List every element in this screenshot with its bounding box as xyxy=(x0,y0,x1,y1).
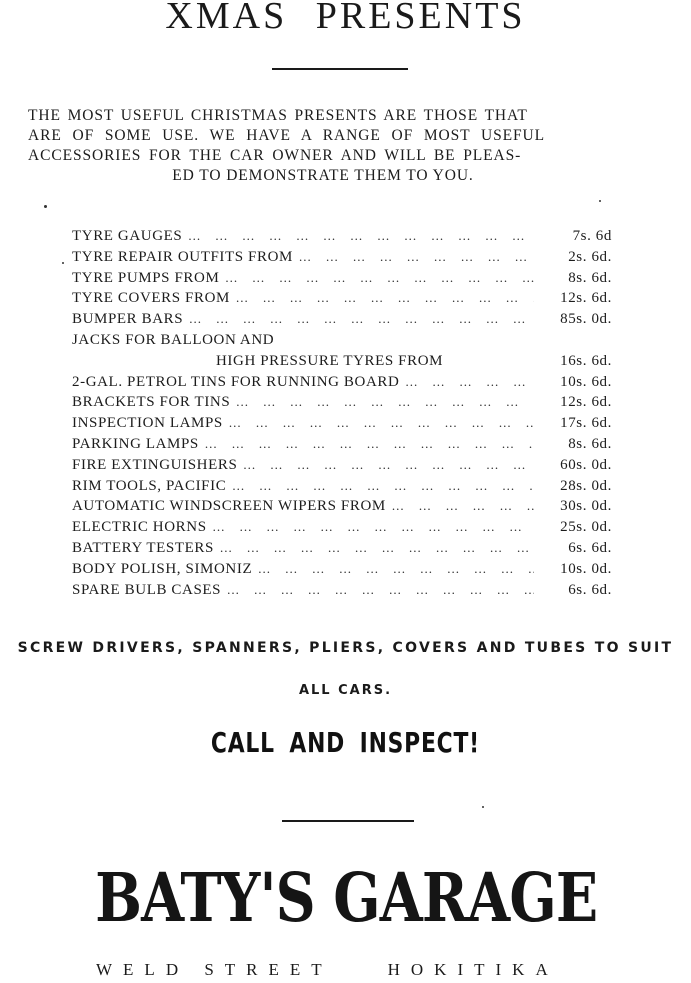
leader-dots xyxy=(399,374,534,390)
leader-dots xyxy=(221,582,534,598)
price-value: 17s. 6d. xyxy=(560,415,612,432)
price-item: PARKING LAMPS xyxy=(72,435,199,452)
garage-name: BATY'S GARAGE xyxy=(95,858,598,938)
price-value: 60s. 0d. xyxy=(560,456,612,473)
price-row xyxy=(60,415,620,436)
price-value: 2s. 6d. xyxy=(568,248,612,265)
price-item: RIM TOOLS, PACIFIC xyxy=(72,477,227,494)
print-speck xyxy=(44,205,47,208)
intro-line-2: ARE OF SOME USE. WE HAVE A RANGE OF MOST USEFUL xyxy=(28,127,545,144)
price-row xyxy=(60,582,620,603)
price-value: 6s. 6d. xyxy=(568,581,612,598)
intro-line-4: ED TO DEMONSTRATE THEM TO YOU. xyxy=(172,167,474,184)
price-row xyxy=(60,228,620,249)
price-row xyxy=(60,249,620,270)
print-speck xyxy=(599,200,601,202)
footer-divider xyxy=(282,820,414,822)
leader-dots xyxy=(230,290,534,306)
price-row xyxy=(60,519,620,540)
price-value: 8s. 6d. xyxy=(568,269,612,286)
price-item: BATTERY TESTERS xyxy=(72,539,214,556)
price-item: FIRE EXTINGUISHERS xyxy=(72,456,238,473)
intro-line-3: ACCESSORIES FOR THE CAR OWNER AND WILL BE PLEAS- xyxy=(28,147,522,164)
price-item: JACKS FOR BALLOON AND xyxy=(72,331,275,348)
price-item: BUMPER BARS xyxy=(72,311,184,328)
leader-dots xyxy=(207,519,534,535)
price-item: SPARE BULB CASES xyxy=(72,581,222,598)
price-row xyxy=(60,311,620,332)
price-item: TYRE GAUGES xyxy=(72,228,183,244)
intro-line-1: THE MOST USEFUL CHRISTMAS PRESENTS ARE THOSE THAT xyxy=(28,107,528,124)
address-town: HOKITIKA xyxy=(387,960,559,979)
price-row xyxy=(60,540,620,561)
price-item: BODY POLISH, SIMONIZ xyxy=(72,560,253,577)
leader-dots xyxy=(252,561,534,577)
heading-divider xyxy=(272,68,408,70)
price-row xyxy=(60,498,620,519)
price-item: INSPECTION LAMPS xyxy=(72,415,223,432)
print-speck xyxy=(482,806,484,808)
price-row xyxy=(60,270,620,291)
leader-dots xyxy=(230,394,534,410)
price-row xyxy=(60,436,620,457)
price-item: TYRE PUMPS FROM xyxy=(72,269,220,286)
price-value: 85s. 0d. xyxy=(560,311,612,328)
leader-dots xyxy=(226,478,534,494)
price-row xyxy=(60,353,620,374)
price-row xyxy=(60,561,620,582)
intro-paragraph xyxy=(28,106,658,186)
tools-line-continuation: ALL CARS. xyxy=(298,683,393,698)
leader-dots xyxy=(214,540,534,556)
price-value: 6s. 6d. xyxy=(568,539,612,556)
price-list xyxy=(60,228,620,602)
price-value: 28s. 0d. xyxy=(560,477,612,494)
call-to-action: CALL AND INSPECT! xyxy=(210,726,480,759)
leader-dots xyxy=(293,249,534,265)
price-value: 16s. 6d. xyxy=(560,352,612,369)
price-item: TYRE REPAIR OUTFITS FROM xyxy=(72,248,293,265)
price-value: 7s. 6d xyxy=(572,228,612,244)
leader-dots xyxy=(219,270,534,286)
price-row xyxy=(60,394,620,415)
leader-dots xyxy=(199,436,534,452)
address-street: WELD STREET xyxy=(96,960,333,979)
price-row xyxy=(60,332,620,353)
tools-line: SCREW DRIVERS, SPANNERS, PLIERS, COVERS AND TUBES TO SUIT xyxy=(17,640,674,656)
price-value: 12s. 6d. xyxy=(560,394,612,411)
price-item: BRACKETS FOR TINS xyxy=(72,394,231,411)
leader-dots xyxy=(223,415,534,431)
price-item: TYRE COVERS FROM xyxy=(72,290,230,307)
price-item: 2-GAL. PETROL TINS FOR RUNNING BOARD xyxy=(72,373,400,390)
price-item: ELECTRIC HORNS xyxy=(72,519,207,536)
price-item: HIGH PRESSURE TYRES FROM xyxy=(216,352,444,369)
price-value: 12s. 6d. xyxy=(560,290,612,307)
heading: XMAS PRESENTS xyxy=(165,0,526,37)
leader-dots xyxy=(237,457,534,473)
price-item: AUTOMATIC WINDSCREEN WIPERS FROM xyxy=(72,498,386,515)
address xyxy=(96,960,596,980)
price-row xyxy=(60,290,620,311)
price-value: 10s. 0d. xyxy=(560,560,612,577)
price-value: 25s. 0d. xyxy=(560,519,612,536)
price-value: 30s. 0d. xyxy=(560,498,612,515)
price-row xyxy=(60,478,620,499)
leader-dots xyxy=(182,228,534,244)
price-value: 10s. 6d. xyxy=(560,373,612,390)
price-row xyxy=(60,374,620,395)
price-value: 8s. 6d. xyxy=(568,435,612,452)
leader-dots xyxy=(386,498,534,514)
price-row xyxy=(60,457,620,478)
print-speck xyxy=(62,262,64,264)
leader-dots xyxy=(183,311,534,327)
